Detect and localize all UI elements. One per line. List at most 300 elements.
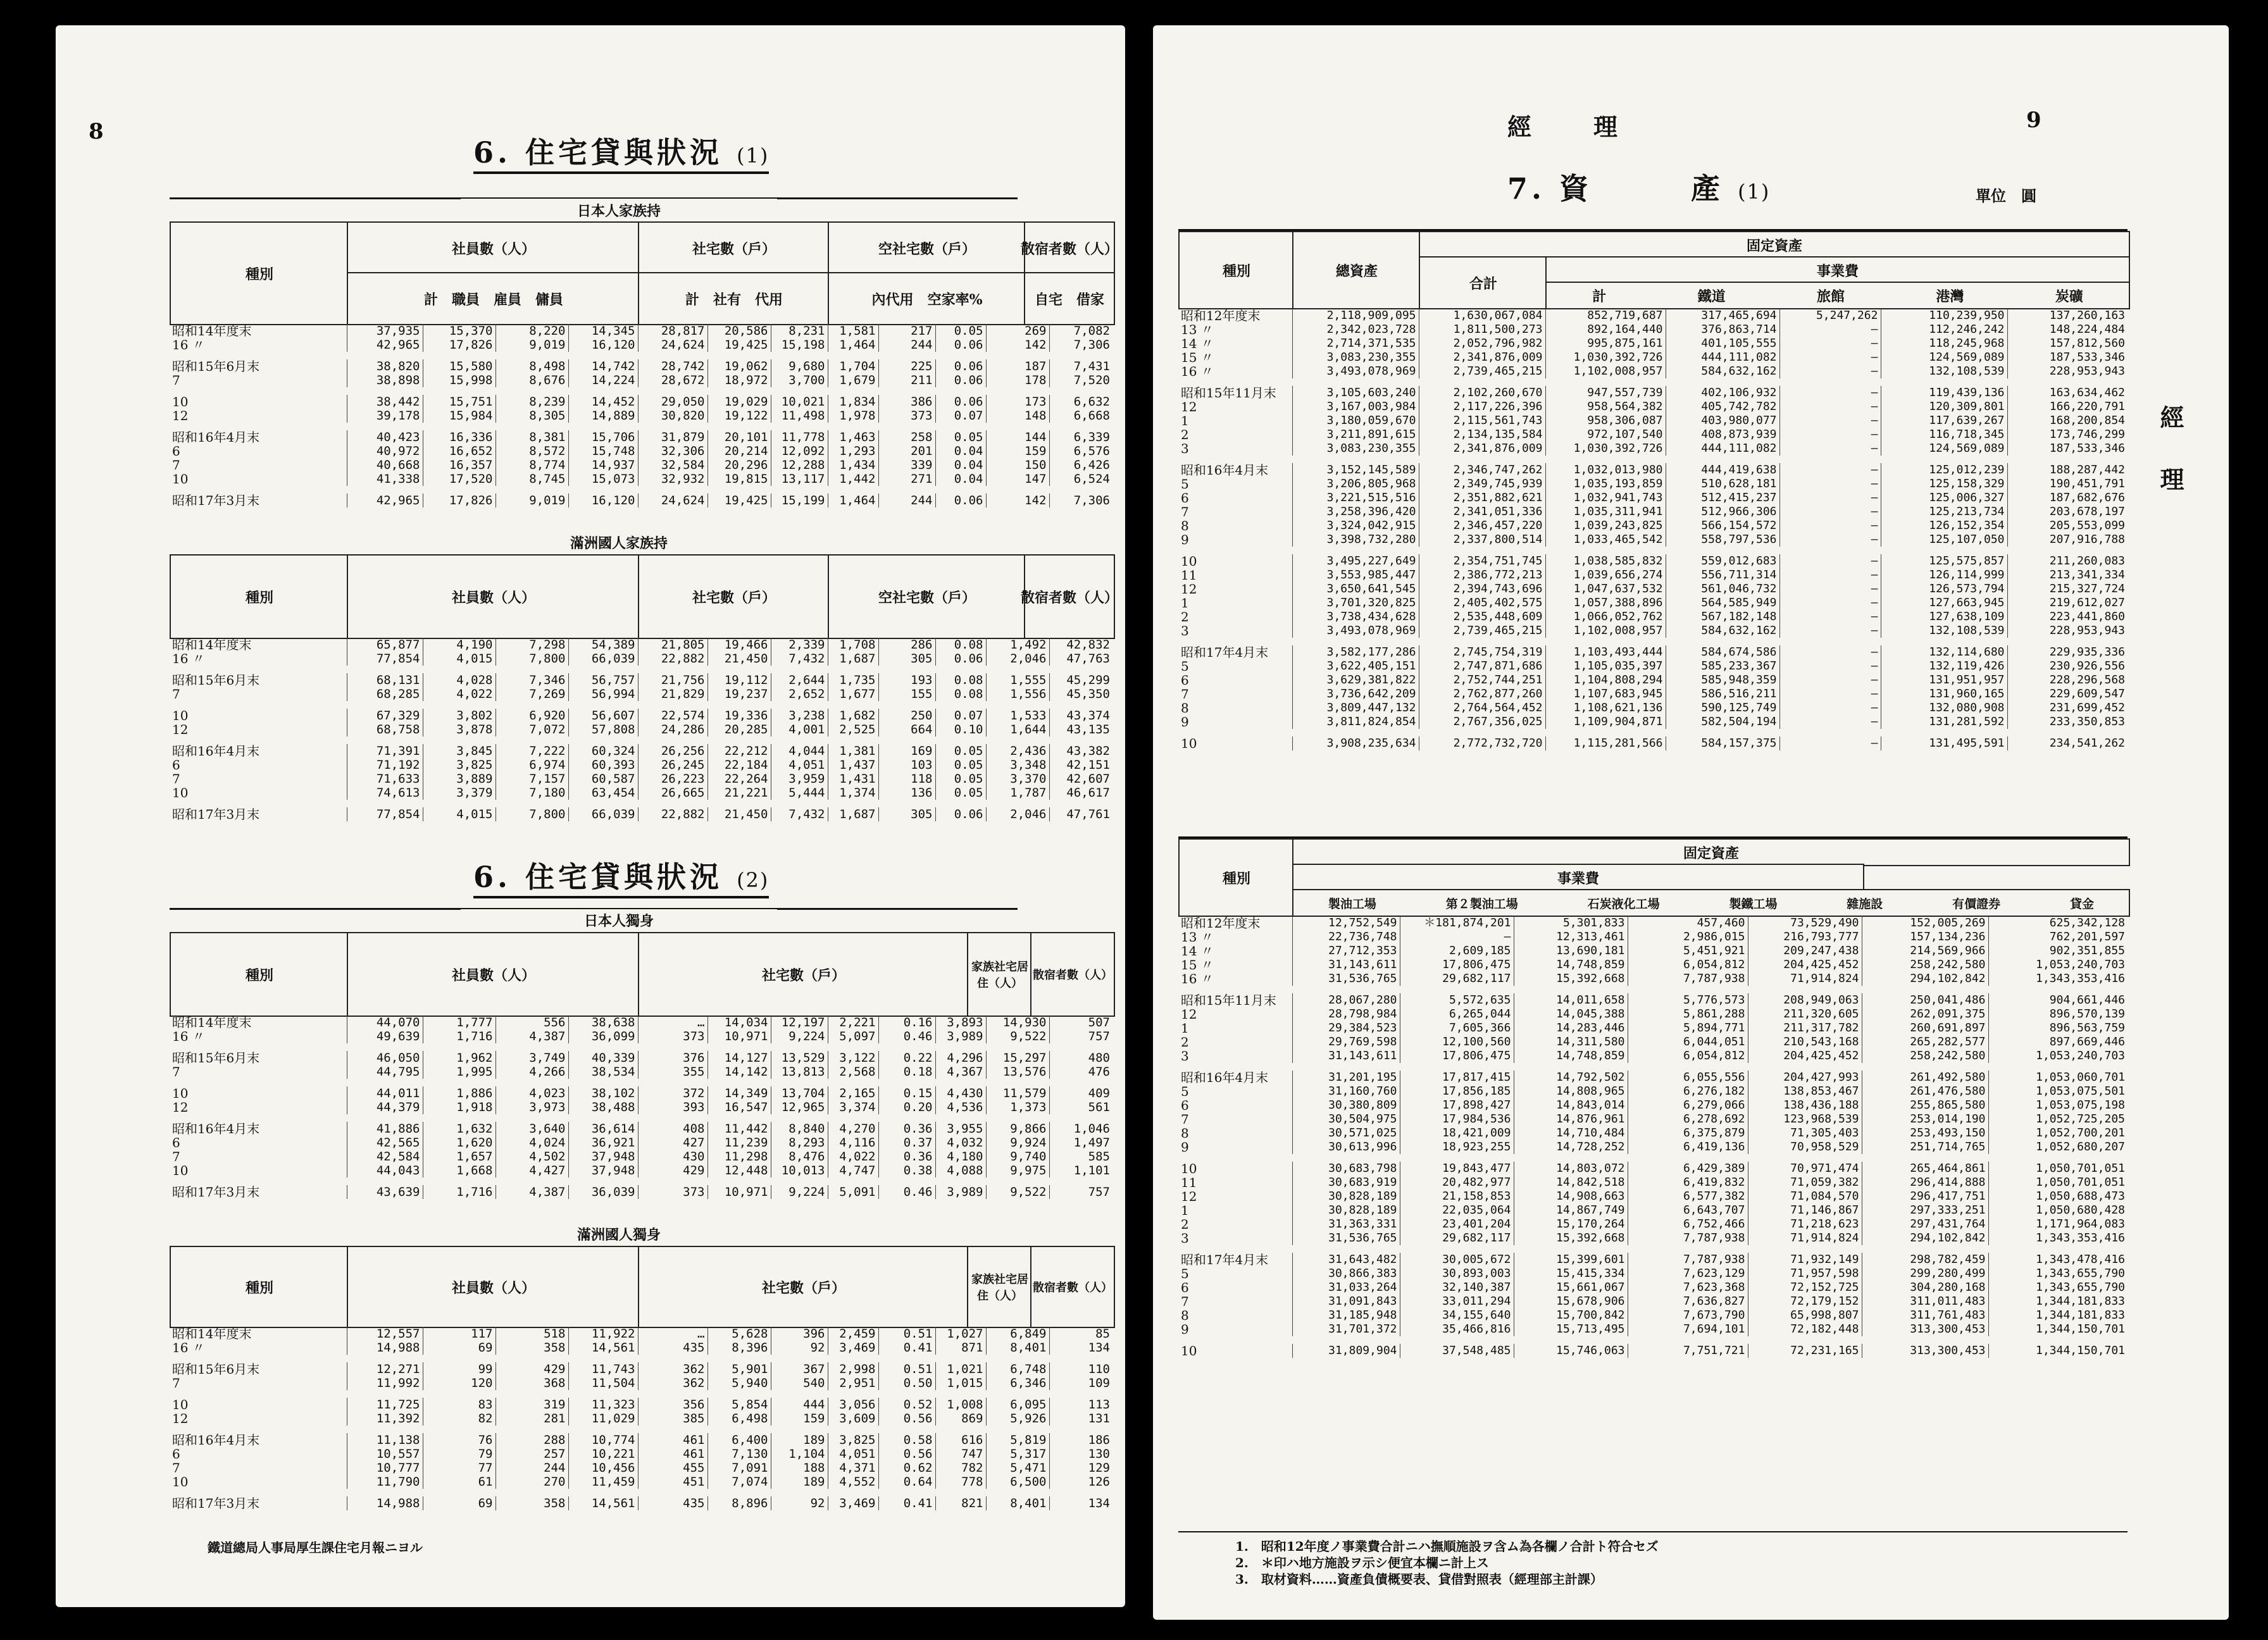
row-label: 9 [1181,533,1189,547]
cell: 118,245,968 [1881,337,2007,351]
cell: 16,120 [568,494,638,507]
cell: 561 [1049,1100,1112,1114]
cell: 2,739,465,215 [1419,624,1545,638]
row-label: 3 [1181,1049,1189,1063]
cell: 1,464 [828,338,878,352]
cell: 11,298 [707,1150,771,1164]
row-label: 8 [1181,701,1189,715]
cell: 902,351,855 [1988,944,2128,958]
row-label: 8 [1181,1126,1189,1140]
table-row [1178,610,2128,624]
cell: 190,451,791 [2007,477,2128,491]
cell: 11,442 [707,1122,771,1136]
cell: 402,106,932 [1666,386,1779,400]
cell: 22,882 [638,652,707,666]
cell: 14,808,965 [1514,1084,1628,1098]
cell: 0.04 [935,472,986,486]
business-header: 事業費 [1292,864,1864,891]
cell: 3,152,145,589 [1292,463,1419,477]
business-header: 事業費 [1545,256,2130,284]
row-label: 10 [172,1086,189,1100]
cell: 3,845 [423,744,495,758]
cell: 9,680 [771,359,828,373]
cell: 8,396 [707,1341,771,1355]
cell: 261,476,580 [1862,1084,1988,1098]
cell: 3,167,003,984 [1292,400,1419,414]
cell: 144 [986,430,1049,444]
houses-header: 社宅數（戶） [638,1246,969,1328]
cell: 7,432 [771,652,828,666]
cell: 14,867,749 [1514,1203,1628,1217]
row-label: 1 [1181,1021,1189,1035]
cell: 409 [1049,1086,1112,1100]
cell: 1,039,243,825 [1545,519,1666,533]
cell: 99 [423,1362,495,1376]
table-row [170,1051,1112,1065]
cell: 5,247,262 [1779,309,1881,323]
table-row [1178,519,2128,533]
cell: 3,258,396,420 [1292,505,1419,519]
cell: 3,811,824,854 [1292,715,1419,729]
table-row [1178,596,2128,610]
row-label: 昭和17年4月末 [1181,645,1269,659]
cell: 9,522 [986,1185,1049,1199]
cell: 2,986,015 [1628,930,1748,944]
table1-title: 6. 住宅貸與狀況 (1) [473,130,769,174]
cell: 7,130 [707,1447,771,1461]
cell: 4,044 [771,744,828,758]
cell: 4,023 [495,1086,568,1100]
side-label: 經理 [2156,405,2184,529]
table-row [170,1362,1112,1376]
cell: 14,908,663 [1514,1190,1628,1203]
cell: 461 [638,1447,707,1461]
cell: 3,469 [828,1341,878,1355]
cell: 11,392 [347,1412,423,1426]
table-row [170,444,1112,458]
cell: 82 [423,1412,495,1426]
row-label: 10 [172,1398,189,1412]
cell: 8,293 [771,1136,828,1150]
cell: 132,108,539 [1881,624,2007,638]
cell: 2,134,135,584 [1419,428,1545,442]
cell: 455 [638,1461,707,1475]
cell: 3,374 [828,1100,878,1114]
cell: 299,280,499 [1862,1267,1988,1281]
cell: 7,269 [495,687,568,701]
cell: 4,032 [935,1136,986,1150]
cell: 46,050 [347,1051,423,1065]
table-row [1178,477,2128,491]
cell: 286 [878,638,935,652]
cell: — [1779,386,1881,400]
cell: 20,285 [707,723,771,736]
group-title: 滿洲國人獨身 [461,1223,777,1245]
row-label: 9 [1181,715,1189,729]
cell: 3,955 [935,1122,986,1136]
cell: 11,725 [347,1398,423,1412]
cell: 15,170,264 [1514,1217,1628,1231]
row-label: 5 [1181,1084,1189,1098]
cell: 1,533 [986,709,1049,723]
cell: 1,657 [423,1150,495,1164]
cell: 0.16 [878,1016,935,1029]
cell: 19,815 [707,472,771,486]
lodging-header: 散宿者數（人） [1030,1246,1115,1328]
cell: 127,638,109 [1881,610,2007,624]
right-page [1153,25,2229,1620]
cell: 444 [771,1398,828,1412]
cell: 14,710,484 [1514,1126,1628,1140]
cell: 1,102,008,957 [1545,364,1666,378]
cell: 372 [638,1086,707,1100]
cell: 29,769,598 [1292,1035,1400,1049]
cell: 228,953,943 [2007,624,2128,638]
cell: 110,239,950 [1881,309,2007,323]
cell: 1,052,725,205 [1988,1112,2128,1126]
cell: 558,797,536 [1666,533,1779,547]
cell: 584,632,162 [1666,364,1779,378]
cell: 6,643,707 [1628,1203,1748,1217]
cell: 19,425 [707,494,771,507]
cell: 429 [495,1362,568,1376]
cell: 187,533,346 [2007,351,2128,364]
cell: 512,415,237 [1666,491,1779,505]
cell: 3,809,447,132 [1292,701,1419,715]
row-label: 7 [172,373,180,387]
cell: 17,520 [423,472,495,486]
cell: 68,131 [347,673,423,687]
cell: 12,965 [771,1100,828,1114]
row-label: 16 〃 [1181,364,1214,378]
cell: 125,107,050 [1881,533,2007,547]
cell: 376,863,714 [1666,323,1779,337]
cell: 0.46 [878,1185,935,1199]
cell: 14,792,502 [1514,1071,1628,1084]
cell: 6,498 [707,1412,771,1426]
cell: — [1779,463,1881,477]
cell: 65,998,807 [1748,1308,1862,1322]
cell: 22,212 [707,744,771,758]
cell: 34,155,640 [1400,1308,1514,1322]
cell: 14,843,014 [1514,1098,1628,1112]
row-label: 5 [1181,659,1189,673]
table-row [1178,505,2128,519]
row-label: 10 [1181,736,1197,750]
cell: 4,051 [771,758,828,772]
cell: 0.08 [935,687,986,701]
cell: 203,678,197 [2007,505,2128,519]
cell: 83 [423,1398,495,1412]
cell: 313,300,453 [1862,1322,1988,1336]
cell: 0.38 [878,1164,935,1177]
table-row [170,1398,1112,1412]
cell: 159 [986,444,1049,458]
cell: 2,165 [828,1086,878,1100]
cell: 5,301,833 [1514,916,1628,930]
cell: … [638,1327,707,1341]
cell: 189 [771,1475,828,1489]
cell: 2,341,051,336 [1419,505,1545,519]
cell: 188,287,442 [2007,463,2128,477]
cell: 15,370 [423,324,495,338]
cell: 1,555 [986,673,1049,687]
cell: 1,066,052,762 [1545,610,1666,624]
assets-table-a [1178,309,2128,750]
cell: 958,564,382 [1545,400,1666,414]
cell: — [1779,659,1881,673]
cell: 0.56 [878,1447,935,1461]
cell: 244 [495,1461,568,1475]
cell: 26,665 [638,786,707,800]
cell: 126,114,999 [1881,568,2007,582]
cell: 0.52 [878,1398,935,1412]
cell: 23,401,204 [1400,1217,1514,1231]
cell: 1,374 [828,786,878,800]
cell: 1,046 [1049,1122,1112,1136]
row-label-header: 種別 [1178,231,1295,309]
table-row [1178,958,2128,972]
cell: 3,553,985,447 [1292,568,1419,582]
cell: 17,806,475 [1400,958,1514,972]
cell: 20,296 [707,458,771,472]
cell: 19,466 [707,638,771,652]
row-label: 3 [1181,624,1189,638]
cell: 3,700 [771,373,828,387]
cell: 584,632,162 [1666,624,1779,638]
cell: 296,414,888 [1862,1176,1988,1190]
table-row [1178,715,2128,729]
cell: 2,346,457,220 [1419,519,1545,533]
cell: — [1779,582,1881,596]
footnote: 鐵道總局人事局厚生課住宅月報ニヨル [208,1540,423,1555]
cell: 14,803,072 [1514,1162,1628,1176]
cell: 77,854 [347,652,423,666]
cell: 5,091 [828,1185,878,1199]
cell: 1,962 [423,1051,495,1065]
cell: 6,279,066 [1628,1098,1748,1112]
cell: 30,866,383 [1292,1267,1400,1281]
table-b-subheaders: 製油工場 第２製油工場 石炭液化工場 製鐵工場 雜施設 有價證券 貸金 [1292,889,2130,917]
table-row [1178,1231,2128,1245]
cell: 2,346,747,262 [1419,463,1545,477]
table-row [170,1412,1112,1426]
cell: 21,158,853 [1400,1190,1514,1203]
cell: 7,346 [495,673,568,687]
cell: 4,552 [828,1475,878,1489]
table-row [1178,533,2128,547]
cell: 1,032,941,743 [1545,491,1666,505]
cell: 1,050,688,473 [1988,1190,2128,1203]
table-row [170,807,1112,821]
table-row [1178,554,2128,568]
cell: 262,091,375 [1862,1007,1988,1021]
cell: 251,714,765 [1862,1140,1988,1154]
cell: 1,035,193,859 [1545,477,1666,491]
cell: 113 [1049,1398,1112,1412]
cell: 7,074 [707,1475,771,1489]
cell: 11,790 [347,1475,423,1489]
cell: — [1779,596,1881,610]
cell: 14,937 [568,458,638,472]
cell: 0.05 [935,430,986,444]
cell: 1,343,353,416 [1988,972,2128,986]
cell: 7,787,938 [1628,1231,1748,1245]
cell: 223,441,860 [2007,610,2128,624]
cell: 131,495,591 [1881,736,2007,750]
row-label: 6 [172,444,180,458]
cell: 244 [878,494,935,507]
cell: 72,182,448 [1748,1322,1862,1336]
table-row [1178,323,2128,337]
cell: 32,140,387 [1400,1281,1514,1295]
cell: 8,401 [986,1496,1049,1510]
cell: 36,921 [568,1136,638,1150]
cell: 3,629,381,822 [1292,673,1419,687]
cell: 0.05 [935,786,986,800]
cell: 33,011,294 [1400,1295,1514,1308]
cell: 15,678,906 [1514,1295,1628,1308]
cell: 396 [771,1327,828,1341]
table-row [170,1100,1112,1114]
cell: 112,246,242 [1881,323,2007,337]
cell: 42,965 [347,494,423,507]
cell: 4,387 [495,1029,568,1043]
cell: 311,761,483 [1862,1308,1988,1322]
row-label: 昭和15年6月末 [172,1051,260,1065]
cell: 6,346 [986,1376,1049,1390]
cell: 31,185,948 [1292,1308,1400,1322]
table-row [1178,428,2128,442]
table-row [1178,1176,2128,1190]
cell: 28,742 [638,359,707,373]
cell: 15,199 [771,494,828,507]
cell: 71,914,824 [1748,972,1862,986]
cell: 47,763 [1049,652,1112,666]
cell: 1,027 [935,1327,986,1341]
cell: 42,584 [347,1150,423,1164]
cell: 1,101 [1049,1164,1112,1177]
cell: 231,699,452 [2007,701,2128,715]
cell: 510,628,181 [1666,477,1779,491]
cell: 57,808 [568,723,638,736]
row-label: 14 〃 [1181,944,1214,958]
cell: 30,613,996 [1292,1140,1400,1154]
cell: 40,339 [568,1051,638,1065]
row-label: 10 [1181,554,1197,568]
cell: 7,673,790 [1628,1308,1748,1322]
group-title: 滿洲國人家族持 [461,531,777,553]
cell: 281 [495,1412,568,1426]
row-label: 16 〃 [172,338,205,352]
cell: 1,344,150,701 [1988,1344,2128,1358]
row-label: 7 [1181,1112,1189,1126]
cell: 0.06 [935,652,986,666]
cell: 219,612,027 [2007,596,2128,610]
table-row [170,458,1112,472]
row-label: 12 [1181,400,1197,414]
cell: 0.04 [935,458,986,472]
cell: 3,582,177,286 [1292,645,1419,659]
cell: 166,220,791 [2007,400,2128,414]
cell: 6,276,182 [1628,1084,1748,1098]
cell: 21,450 [707,652,771,666]
cell: 132,108,539 [1881,364,2007,378]
cell: — [1779,701,1881,715]
cell: 1,918 [423,1100,495,1114]
cell: 24,624 [638,494,707,507]
cell: 31,643,482 [1292,1253,1400,1267]
cell: 186 [1049,1433,1112,1447]
cell: 0.06 [935,395,986,409]
row-label: 7 [172,1065,180,1079]
row-label: 1 [1181,1203,1189,1217]
cell: 14,889 [568,409,638,423]
cell: 1,434 [828,458,878,472]
cell: 14,142 [707,1065,771,1079]
cell: 92 [771,1341,828,1355]
cell: 131,951,957 [1881,673,2007,687]
cell: 1,050,701,051 [1988,1162,2128,1176]
table-row [1178,1308,2128,1322]
cell: 3,609 [828,1412,878,1426]
cell: 430 [638,1150,707,1164]
row-label: 5 [1181,1267,1189,1281]
cell: 664 [878,723,935,736]
row-label: 昭和17年3月末 [172,1185,260,1199]
cell: 163,634,462 [2007,386,2128,400]
cell: 6,429,389 [1628,1162,1748,1176]
cell: 6,920 [495,709,568,723]
cell: 265,282,577 [1862,1035,1988,1049]
cell: 18,972 [707,373,771,387]
cell: 0.05 [935,758,986,772]
cell: 71,914,824 [1748,1231,1862,1245]
assets-table-b [1178,916,2128,1358]
family-in-dorm-header: 家族社宅居住（人） [967,1246,1033,1328]
cell: 120,309,801 [1881,400,2007,414]
cell: — [1779,687,1881,701]
cell: — [1779,673,1881,687]
cell: 590,125,749 [1666,701,1779,715]
cell: 393 [638,1100,707,1114]
cell: 2,745,754,319 [1419,645,1545,659]
cell: 21,221 [707,786,771,800]
cell: 11,498 [771,409,828,423]
table-row [1178,1253,2128,1267]
row-label: 昭和15年11月末 [1181,386,1276,400]
cell: 14,842,518 [1514,1176,1628,1190]
cell: 234,541,262 [2007,736,2128,750]
cell: 14,045,388 [1514,1007,1628,1021]
cell: 31,879 [638,430,707,444]
cell: 148 [986,409,1049,423]
staff-header: 社員數（人） [347,221,640,275]
cell: 204,425,452 [1748,958,1862,972]
cell: — [1779,400,1881,414]
cell: 1,104,808,294 [1545,673,1666,687]
cell: 67,329 [347,709,423,723]
fixed-assets-header: 固定資產 [1292,838,2130,866]
table-row [1178,659,2128,673]
cell: 22,882 [638,807,707,821]
cell: 0.07 [935,409,986,423]
cell: 376 [638,1051,707,1065]
cell: 19,843,477 [1400,1162,1514,1176]
table-row [170,1447,1112,1461]
cell: 19,112 [707,673,771,687]
table-row [1178,463,2128,477]
